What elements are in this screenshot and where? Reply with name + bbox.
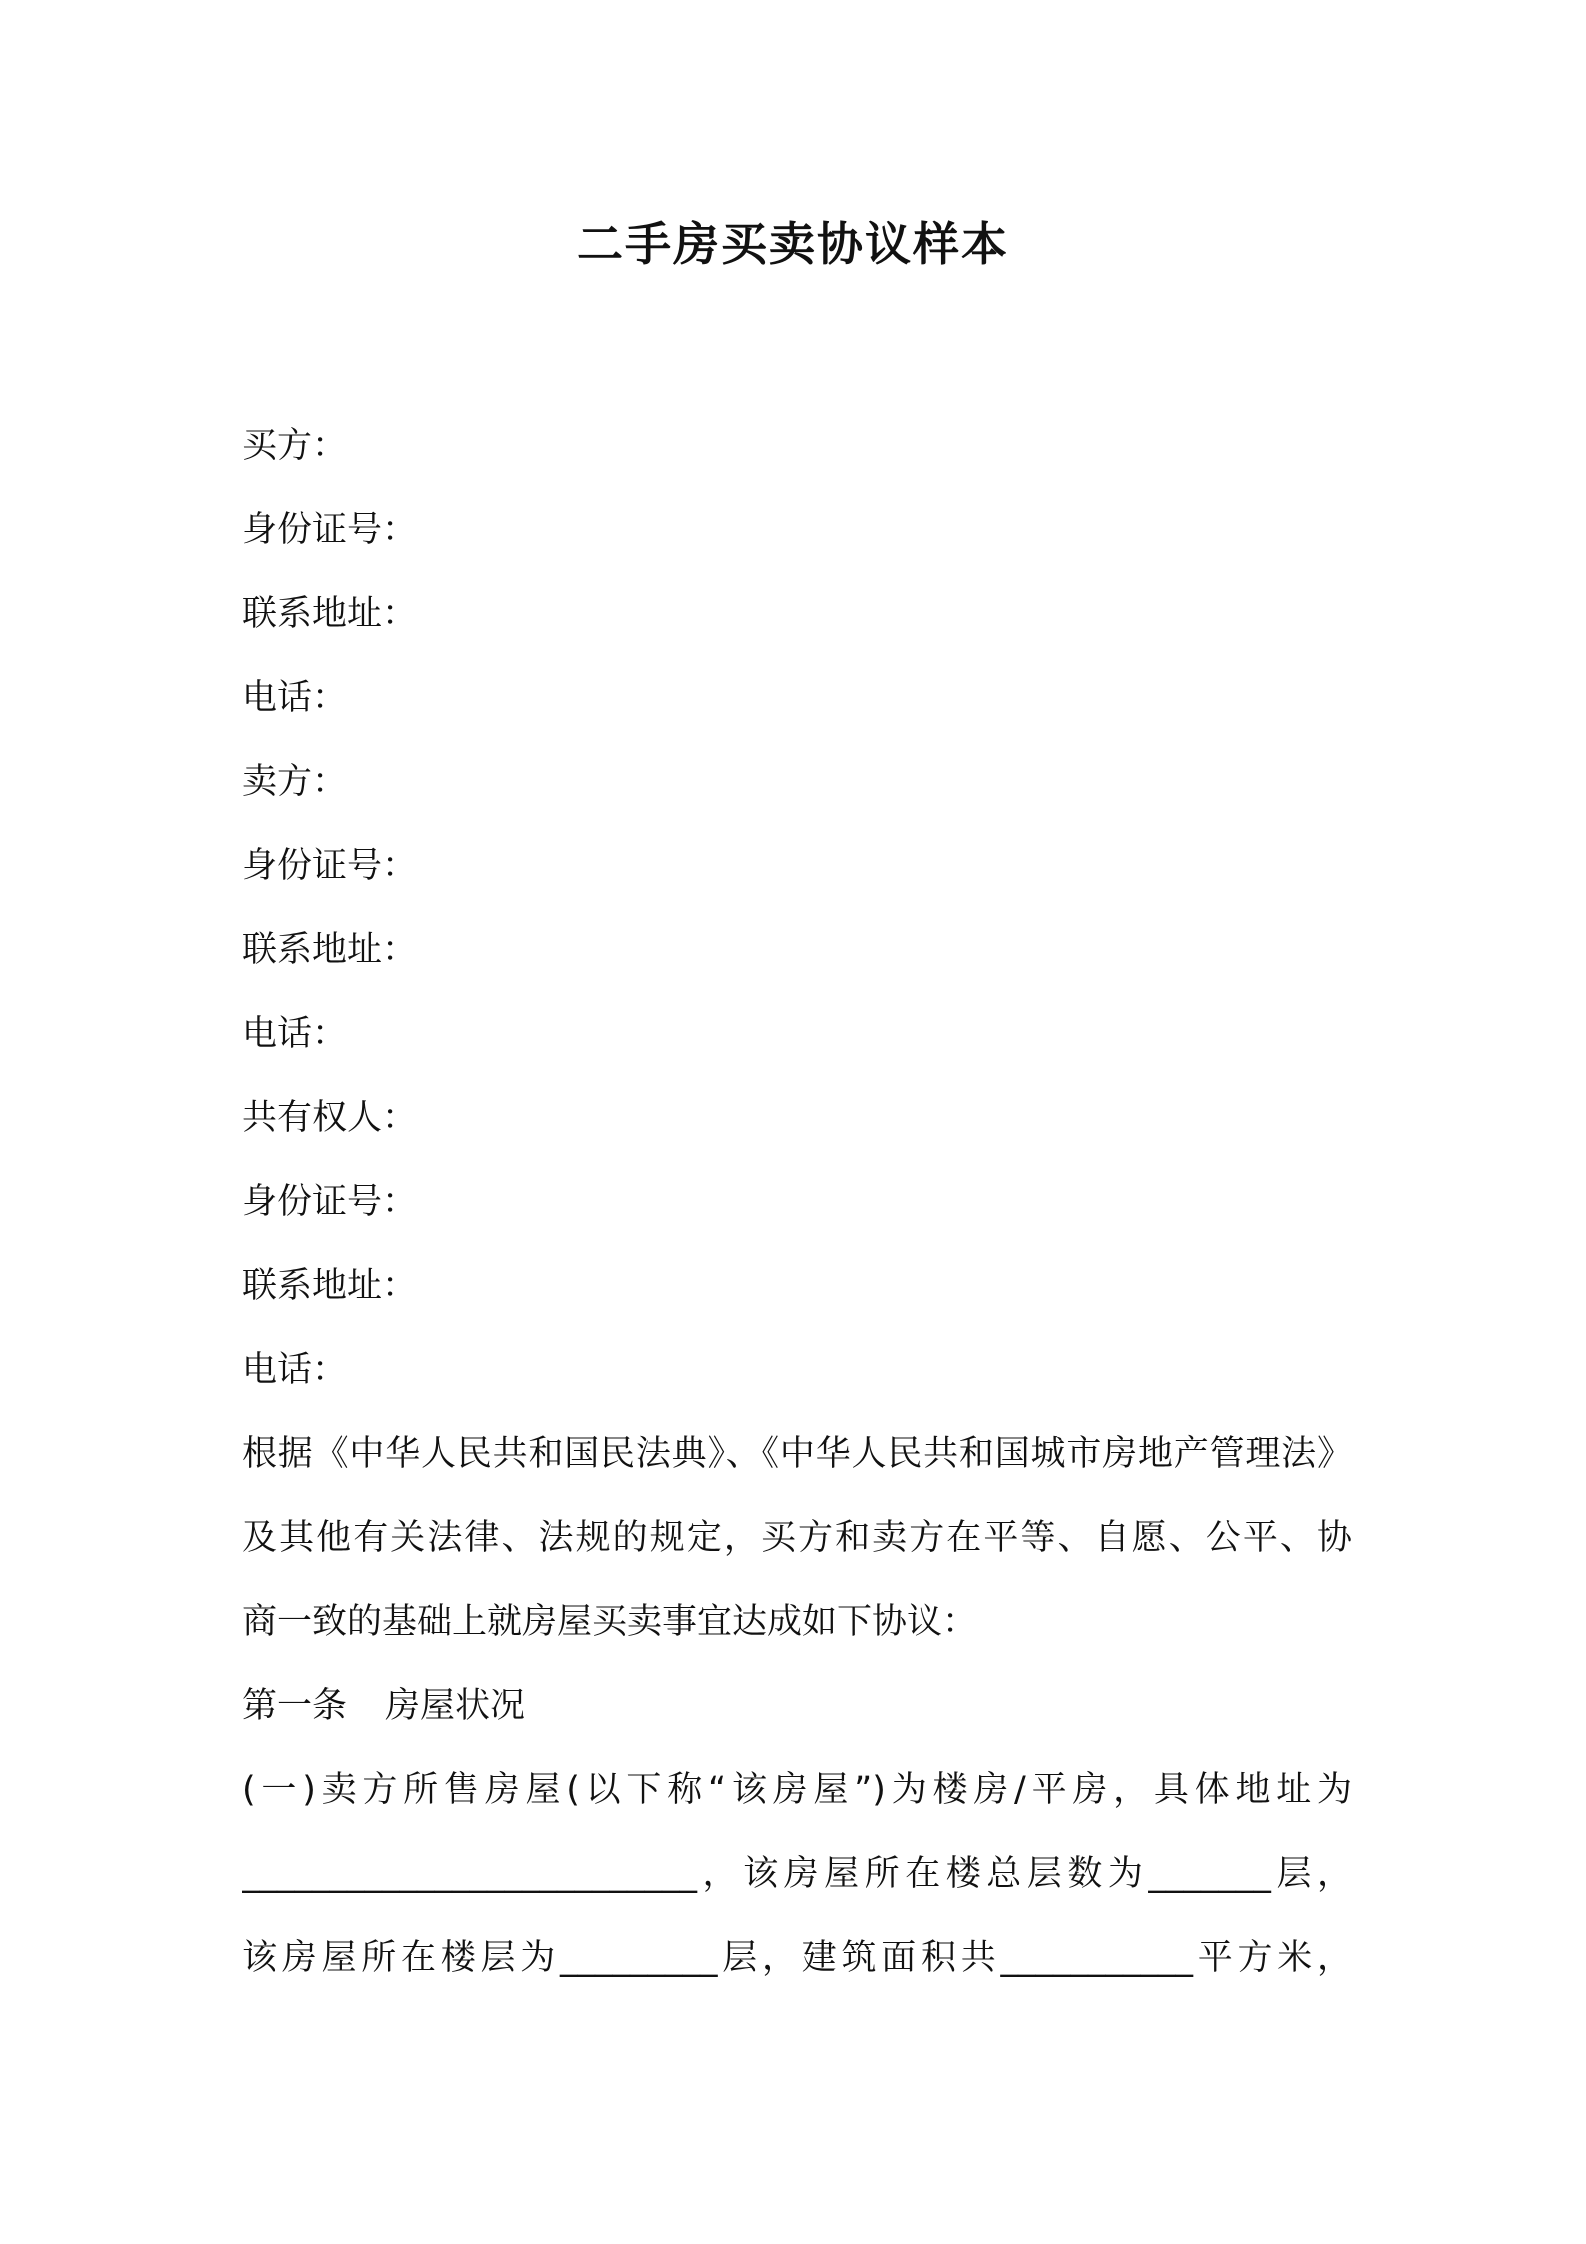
article-1-line: __________________________，该房屋所在楼总层数为_______层， — [242, 1854, 1352, 1894]
preamble-line: 根据《中华人民共和国民法典》、《中华人民共和国城市房地产管理法》 — [242, 1434, 1352, 1474]
buyer-name-label: 买方： — [242, 426, 348, 466]
co-owner-address-label: 联系地址： — [242, 1266, 418, 1306]
article-1-title: 房屋状况 — [385, 1686, 526, 1726]
article-1-heading — [242, 1664, 1352, 1748]
document-title: 二手房买卖协议样本 — [577, 217, 1009, 271]
preamble-line: 商一致的基础上就房屋买卖事宜达成如下协议： — [242, 1602, 978, 1642]
preamble-line: 及其他有关法律、法规的规定，买方和卖方在平等、自愿、公平、协 — [242, 1518, 1352, 1558]
seller-name-label: 卖方： — [242, 762, 348, 802]
co-owner-id-label: 身份证号： — [242, 1182, 418, 1222]
co-owner-name-label: 共有权人： — [242, 1098, 418, 1138]
buyer-id-label: 身份证号： — [242, 510, 418, 550]
seller-phone-label: 电话： — [242, 1014, 348, 1054]
seller-address-label: 联系地址： — [242, 930, 418, 970]
article-1-line: 该房屋所在楼层为_________层，建筑面积共___________平方米， — [242, 1938, 1352, 1978]
buyer-address-label: 联系地址： — [242, 594, 418, 634]
seller-id-label: 身份证号： — [242, 846, 418, 886]
article-1-number: 第一条 — [242, 1686, 348, 1726]
co-owner-phone-label: 电话： — [242, 1350, 348, 1390]
buyer-phone-label: 电话： — [242, 678, 348, 718]
article-1-line: (一)卖方所售房屋(以下称“该房屋”)为楼房/平房，具体地址为 — [242, 1770, 1352, 1810]
document-body — [242, 404, 1352, 2000]
